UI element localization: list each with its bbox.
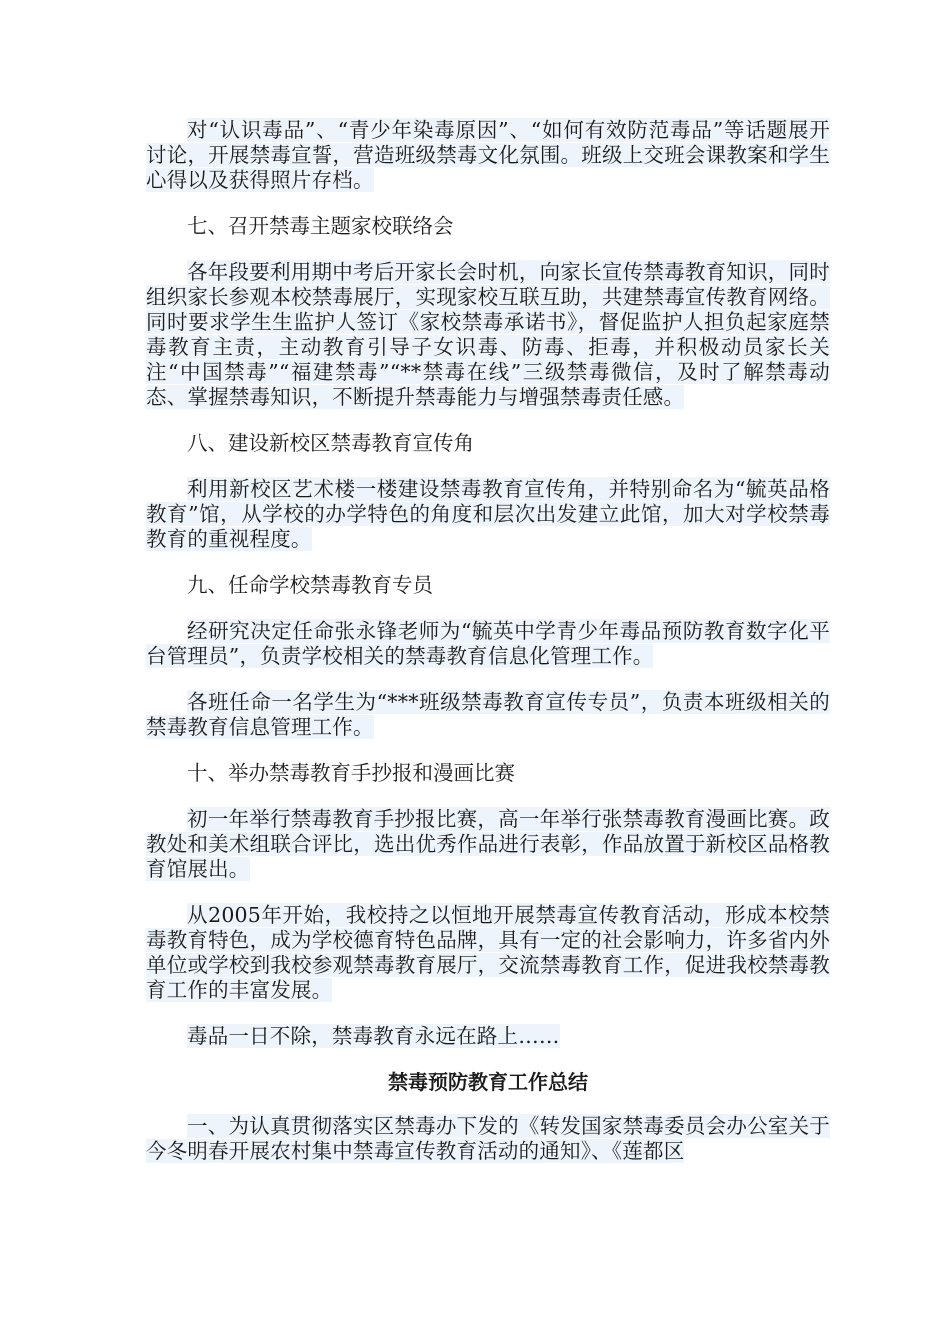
- paragraph-competition: [146, 807, 830, 882]
- paragraph-summary-first: [146, 1114, 830, 1164]
- document-title: 禁毒预防教育工作总结: [388, 1070, 588, 1094]
- paragraph-text: 利用新校区艺术楼一楼建设禁毒教育宣传角，并特别命名为“毓英品格教育”馆，从学校的办学特色的角度和层次出发建立此馆，加大对学校禁毒教育的重视程度。: [146, 477, 830, 551]
- section-heading-10: 十、举办禁毒教育手抄报和漫画比赛: [187, 761, 515, 785]
- paragraph-text: 对“认识毒品”、“青少年染毒原因”、“如何有效防范毒品”等话题展开讨论，开展禁毒宣誓，营造班级禁毒文化氛围。班级上交班会课教案和学生心得以及获得照片存档。: [146, 118, 830, 192]
- paragraph-class-commissioner: [146, 690, 830, 740]
- section-heading-8: 八、建设新校区禁毒教育宣传角: [187, 431, 474, 455]
- paragraph-closing: [146, 1024, 830, 1049]
- section-heading-9: 九、任命学校禁毒教育专员: [187, 573, 433, 597]
- paragraph-text: 从2005年开始，我校持之以恒地开展禁毒宣传教育活动，形成本校禁毒教育特色，成为学校德育特色品牌，具有一定的社会影响力，许多省内外单位或学校到我校参观禁毒教育展厅，交流禁毒教育工作，促进我校禁毒教育工作的丰富发展。: [146, 903, 830, 1002]
- paragraph-text: 经研究决定任命张永锋老师为“毓英中学青少年毒品预防教育数字化平台管理员”，负责学校相关的禁毒教育信息化管理工作。: [146, 619, 830, 668]
- paragraph-text: 一、为认真贯彻落实区禁毒办下发的《转发国家禁毒委员会办公室关于今冬明春开展农村集中禁毒宣传教育活动的通知》、《莲都区: [146, 1114, 830, 1163]
- paragraph-text: 毒品一日不除，禁毒教育永远在路上……: [187, 1024, 560, 1048]
- section-heading-7: 七、召开禁毒主题家校联络会: [187, 214, 454, 238]
- document-page: [146, 118, 830, 1185]
- paragraph-text: 各班任命一名学生为“***班级禁毒教育宣传专员”，负责本班级相关的禁毒教育信息管理工作。: [146, 690, 830, 739]
- paragraph-text: 初一年举行禁毒教育手抄报比赛，高一年举行张禁毒教育漫画比赛。政教处和美术组联合评比，选出优秀作品进行表彰，作品放置于新校区品格教育馆展出。: [146, 807, 830, 881]
- paragraph-appoint-admin: [146, 619, 830, 669]
- paragraph-since-2005: [146, 903, 830, 1003]
- paragraph-publicity-corner: [146, 477, 830, 552]
- paragraph-discussion: [146, 118, 830, 193]
- paragraph-text: 各年段要利用期中考后开家长会时机，向家长宣传禁毒教育知识，同时组织家长参观本校禁毒展厅，实现家校互联互助，共建禁毒宣传教育网络。同时要求学生生监护人签订《家校禁毒承诺书》，督促监护人担负起家庭禁毒教育主责，主动教育引导子女识毒、防毒、拒毒，并积极动员家长关注“中国禁毒”“福建禁毒”“**禁毒在线”三级禁毒微信，及时了解禁毒动态、掌握禁毒知识，不断提升禁毒能力与增强禁毒责任感。: [146, 260, 830, 409]
- paragraph-parent-meeting: [146, 260, 830, 410]
